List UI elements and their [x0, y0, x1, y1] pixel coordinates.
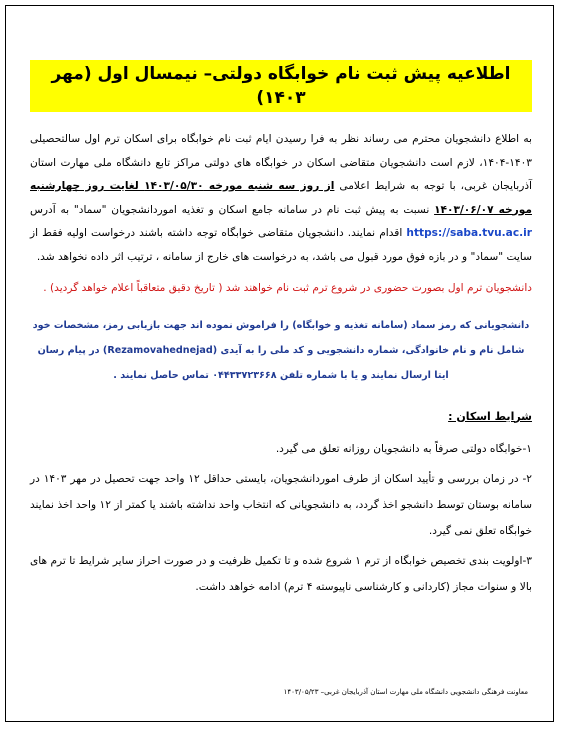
- condition-item: ۳-اولویت بندی تخصیص خوابگاه از ترم ۱ شروع شده و تا تکمیل ظرفیت و در صورت احراز سایر شرایط تا ترم های بالا و سنوات مجاز (کاردانی و کارشناسی ناپیوسته ۴ ترم) ادامه خواهد داشت.: [30, 554, 532, 593]
- announcement-body: [30, 60, 532, 604]
- intro-text-1: به اطلاع دانشجویان محترم می رساند نظر به فرا رسیدن ایام ثبت نام خوابگاه برای اسکان ترم اول سالتحصیلی ۱۴۰۳-۱۴۰۴، لازم است دانشجویان متقاضی اسکان در خوابگاه های دولتی مراکز تابع دانشگاه ملی مهارت استان آذربایجان غربی، با توجه به شرایط اعلامی: [30, 133, 532, 192]
- condition-item: ۲- در زمان بررسی و تأیید اسکان از طرف اموردانشجویان، بایستی حداقل ۱۲ واحد جهت تحصیل در مهر ۱۴۰۳ در سامانه بوستان توسط دانشجو اخذ گردد، به دانشجویانی که انتخاب واحد نداشته باشند یا کمتر از ۱۲ واحد اخذ نمایند خوابگاه تعلق نمی گیرد.: [30, 472, 532, 537]
- first-term-notice: دانشجویان ترم اول بصورت حضوری در شروع ترم ثبت نام خواهند شد ( تاریخ دقیق متعاقباً اعلام خواهد گردید) .: [43, 282, 532, 294]
- password-recovery-notice: دانشجویانی که رمز سماد (سامانه تغذیه و خوابگاه) را فراموش نموده اند جهت بازیابی رمز، مشخصات خود شامل نام و نام خانوادگی، شماره دانشجویی و کد ملی را به آیدی (Rezamovahednejad) در پیام رسان ایتا ارسال نمایند و یا با شماره تلفن ۰۴۴۳۳۷۲۳۶۶۸ تماس حاصل نمایند .: [32, 319, 530, 381]
- intro-text-3: اقدام نمایند. دانشجویان متقاضی خوابگاه توجه داشته باشند درخواست اولیه فقط از سایت "سماد" و در بازه فوق مورد قبول می باشد، به درخواست های خارج از سامانه ، ترتیب اثر داده نخواهد شد.: [30, 227, 532, 263]
- samad-url-link[interactable]: https://saba.tvu.ac.ir: [406, 227, 532, 239]
- intro-text-2: نسبت به پیش ثبت نام در سامانه جامع اسکان و تغذیه اموردانشجویان "سماد" به آدرس: [30, 203, 435, 216]
- announcement-title: اطلاعیه پیش ثبت نام خوابگاه دولتی– نیمسال اول (مهر ۱۴۰۳): [30, 60, 532, 112]
- intro-paragraph: [30, 128, 532, 269]
- conditions-heading: شرایط اسکان :: [448, 409, 532, 423]
- condition-item: ۱-خوابگاه دولتی صرفاً به دانشجویان روزانه تعلق می گیرد.: [275, 442, 532, 455]
- footer-signature: معاونت فرهنگی دانشجویی دانشگاه ملی مهارت استان آذربایجان غربی– ۱۴۰۳/۰۵/۲۳: [283, 688, 528, 696]
- registration-dates: از روز سه شنبه مورخه ۱۴۰۳/۰۵/۳۰ لغایت روز چهارشنبه مورخه ۱۴۰۳/۰۶/۰۷: [30, 180, 532, 216]
- title-wrap: [30, 60, 532, 112]
